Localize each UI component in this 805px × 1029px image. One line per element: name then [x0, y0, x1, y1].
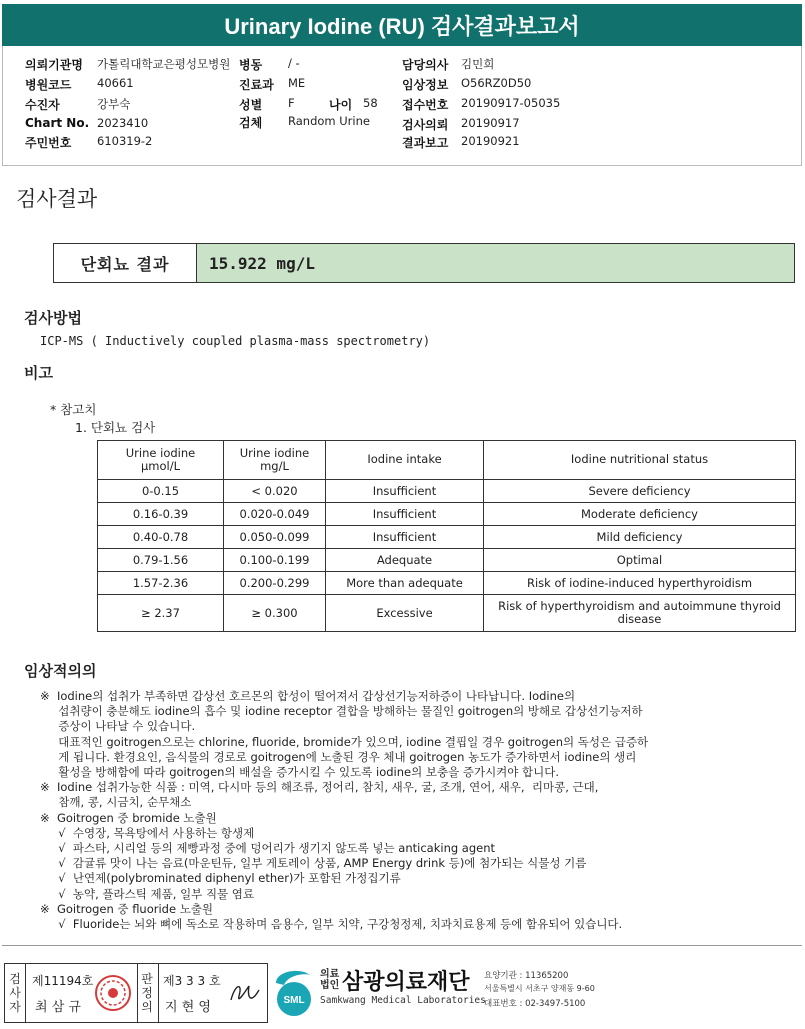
clinical-line: ※ Iodine의 섭취가 부족하면 갑상선 호르몬의 합성이 떨어져서 갑상선기능저하증이 나타납니다. Iodine의: [40, 689, 576, 703]
patient-header: [2, 46, 802, 166]
doctor-value: 김민희: [461, 57, 495, 71]
institution-label: 의뢰기관명: [25, 58, 83, 72]
examiner-name: 최 삼 규: [35, 1000, 81, 1015]
cell-umol: ≥ 2.37: [98, 595, 224, 632]
report-date-value: 20190921: [461, 134, 520, 148]
clinical-line: 증상이 나타날 수 있습니다.: [40, 719, 196, 734]
org-english-name: Samkwang Medical Laboratories: [320, 995, 486, 1006]
org-prefix: 의료법인: [320, 969, 340, 991]
clinical-line: √ 수영장, 목욕탕에서 사용하는 항생제: [40, 825, 255, 840]
cell-mgl: 0.020-0.049: [224, 503, 326, 526]
remarks-heading: 비고: [24, 364, 53, 382]
signature-box: [4, 963, 268, 1023]
cell-status: Mild deficiency: [484, 526, 796, 549]
examiner-label: 검 사 자: [9, 972, 21, 1014]
result-label: 단회뇨 결과: [54, 244, 197, 282]
method-heading: 검사방법: [24, 309, 82, 327]
table-header-row: [98, 441, 796, 480]
reviewer-label: 판 정 의: [141, 972, 153, 1014]
age-label: 나이: [329, 98, 353, 112]
chart-label: Chart No.: [25, 116, 90, 130]
dept-value: ME: [288, 76, 306, 90]
seal-stamp-icon: [93, 972, 133, 1014]
institution-value: 가톨릭대학교은평성모병원: [97, 57, 231, 71]
clinical-info-label: 임상정보: [402, 78, 449, 92]
clinical-line: √ 난연제(polybrominated diphenyl ether)가 포함된 가정집기류: [40, 871, 401, 886]
chart-value: 2023410: [97, 116, 149, 130]
clinical-line: √ 농약, 플라스틱 제품, 일부 직물 염료: [40, 886, 255, 901]
clinical-line: √ 감귤류 맛이 나는 음료(마운틴듀, 일부 게토레이 상품, AMP Energy drink 등)에 첨가되는 식물성 기름: [40, 856, 587, 871]
cell-umol: 0.40-0.78: [98, 526, 224, 549]
clinical-line: √ 파스타, 시리얼 등의 제빵과정 중에 덩어리가 생기지 않도록 넣는 anticaking agent: [40, 841, 496, 855]
result-box: [53, 243, 795, 283]
age-value: 58: [363, 96, 378, 110]
cell-mgl: 0.100-0.199: [224, 549, 326, 572]
hospital-code-value: 40661: [97, 76, 134, 90]
doctor-label: 담당의사: [402, 58, 449, 72]
clinical-line: 활성을 방해함에 따라 goitrogen의 배설을 증가시킬 수 있도록 iodine의 보충을 증가시켜야 합니다.: [40, 765, 560, 779]
patient-value: 강부숙: [97, 97, 131, 111]
cell-status: Optimal: [484, 549, 796, 572]
clinical-line: 섭취량이 충분해도 iodine의 흡수 및 iodine receptor 결합을 방해하는 물질인 goitrogen의 방해로 갑상선기능저하: [40, 704, 643, 719]
cell-intake: More than adequate: [326, 572, 484, 595]
clinical-heading: 임상적의의: [24, 662, 97, 680]
cell-status: Moderate deficiency: [484, 503, 796, 526]
specimen-value: Random Urine: [288, 114, 370, 128]
cell-status: Severe deficiency: [484, 480, 796, 503]
col-header-umol: Urine iodine μmol/L: [98, 441, 224, 480]
clinical-line: ※ Iodine 섭취가능한 식품 : 미역, 다시마 등의 해조류, 정어리, 참치, 새우, 굴, 조개, 연어, 새우, 리마콩, 근대,: [40, 780, 599, 795]
reception-label: 접수번호: [402, 98, 449, 112]
hospital-code-label: 병원코드: [25, 78, 72, 92]
specimen-label: 검체: [239, 116, 263, 130]
cell-umol: 0.79-1.56: [98, 549, 224, 572]
cell-mgl: ≥ 0.300: [224, 595, 326, 632]
patient-label: 수진자: [25, 98, 60, 112]
result-value: 15.922 mg/L: [197, 244, 794, 282]
examiner-number: 제11194호: [32, 974, 94, 988]
cell-umol: 0-0.15: [98, 480, 224, 503]
table-row: [98, 595, 796, 632]
org-phone: 대표번호 : 02-3497-5100: [484, 999, 586, 1009]
reviewer-number: 제3 3 3 호: [163, 974, 221, 988]
cell-umol: 1.57-2.36: [98, 572, 224, 595]
col-header-intake: Iodine intake: [326, 441, 484, 480]
cell-mgl: 0.050-0.099: [224, 526, 326, 549]
clinical-line: 참깨, 콩, 시금치, 순무채소: [40, 795, 192, 810]
sex-value: F: [288, 96, 295, 110]
cell-intake: Insufficient: [326, 480, 484, 503]
ward-label: 병동: [239, 58, 263, 72]
org-name: 삼광의료재단: [342, 970, 470, 995]
divider: [2, 945, 802, 946]
cell-intake: Insufficient: [326, 526, 484, 549]
id-label: 주민번호: [25, 136, 72, 150]
report-title: Urinary Iodine (RU) 검사결과보고서: [2, 4, 802, 46]
cell-status: Risk of hyperthyroidism and autoimmune thyroid disease: [484, 595, 796, 632]
org-code: 요양기관 : 11365200: [484, 971, 569, 981]
request-date-value: 20190917: [461, 116, 520, 130]
cell-intake: Insufficient: [326, 503, 484, 526]
reception-value: 20190917-05035: [461, 96, 561, 110]
cell-umol: 0.16-0.39: [98, 503, 224, 526]
table-row: [98, 503, 796, 526]
clinical-line: 게 됩니다. 환경요인, 음식물의 경로로 goitrogen에 노출된 경우 체내 goitrogen 농도가 증가하면서 iodine의 생리: [40, 749, 637, 764]
reference-table: [97, 440, 796, 632]
svg-text:SML: SML: [283, 995, 305, 1006]
organization-logo-area: [270, 963, 800, 1023]
clinical-line: 대표적인 goitrogen으로는 chlorine, fluoride, bromide가 있으며, iodine 결핍일 경우 goitrogen의 독성은 급증하: [40, 734, 649, 749]
clinical-line: √ Fluoride는 뇌와 뼈에 독소로 작용하며 음용수, 일부 치약, 구강청정제, 치과치료용제 등에 함유되어 있습니다.: [40, 917, 623, 931]
col-header-mgl: Urine iodine mg/L: [224, 441, 326, 480]
clinical-line: ※ Goitrogen 중 bromide 노출원: [40, 810, 217, 825]
clinical-line: ※ Goitrogen 중 fluoride 노출원: [40, 901, 214, 916]
reference-title: * 참고치: [50, 402, 97, 417]
org-address: 서울특별시 서초구 양재동 9-60: [484, 984, 595, 993]
reference-subtitle: 1. 단회뇨 검사: [75, 420, 156, 435]
method-text: ICP-MS ( Inductively coupled plasma-mass spectrometry): [40, 334, 431, 348]
id-value: 610319-2: [97, 134, 153, 148]
section-result-heading: 검사결과: [16, 187, 98, 211]
sex-label: 성별: [239, 98, 263, 112]
col-header-status: Iodine nutritional status: [484, 441, 796, 480]
cell-mgl: < 0.020: [224, 480, 326, 503]
signature-icon: [227, 978, 263, 1010]
ward-value: / -: [288, 56, 300, 70]
report-date-label: 결과보고: [402, 136, 449, 150]
cell-intake: Adequate: [326, 549, 484, 572]
table-row: [98, 480, 796, 503]
table-row: [98, 549, 796, 572]
table-row: [98, 526, 796, 549]
sml-logo-icon: [270, 965, 316, 1021]
cell-intake: Excessive: [326, 595, 484, 632]
dept-label: 진료과: [239, 78, 274, 92]
table-row: [98, 572, 796, 595]
reviewer-name: 지 현 영: [165, 1000, 211, 1015]
request-date-label: 검사의뢰: [402, 118, 449, 132]
cell-mgl: 0.200-0.299: [224, 572, 326, 595]
cell-status: Risk of iodine-induced hyperthyroidism: [484, 572, 796, 595]
clinical-info-value: O56RZ0D50: [461, 76, 532, 90]
